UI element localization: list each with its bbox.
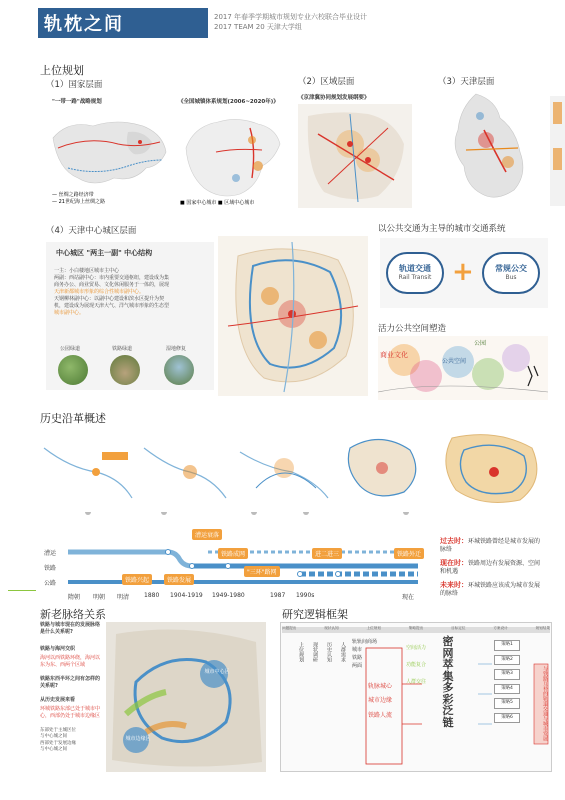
city-center-label: （4）天津中心城区层面 [46, 226, 137, 236]
center-item: 铁路人流 [368, 711, 393, 719]
svg-text:■ 国家中心城市 ■ 区域中心城市: ■ 国家中心城市 ■ 区域中心城市 [180, 200, 255, 206]
keyword: 彩 [442, 692, 454, 706]
belt-road-map [48, 108, 170, 208]
photo-label: 铁路绿道 [112, 346, 133, 352]
strategy-cell: 策略3 [494, 669, 520, 680]
year-label: 1949-1980 [212, 592, 245, 599]
vitality-title: 活力公共空间塑造 [378, 324, 447, 334]
history-maps [40, 428, 550, 508]
year-label: 现在 [402, 594, 415, 601]
note-text: 环城铁路应该成为城市发展的脉络 [440, 582, 541, 598]
tianjin-map [436, 90, 540, 206]
map-label-edge: 城市边缘区 [125, 736, 151, 742]
extra-notes [40, 728, 104, 753]
section-title-history: 历史沿革概述 [40, 412, 106, 425]
logic-col-heads [282, 626, 550, 631]
section-title-upper-planning: 上位规划 [40, 64, 84, 77]
right-mid-item: 空间活力 [406, 645, 427, 651]
vitality-label: 公园 [474, 340, 487, 347]
keyword-column [440, 636, 456, 728]
subtitle-line-1: 2017 年春季学期城市规划专业六校联合毕业设计 [214, 13, 368, 21]
center-item: 城市边缘 [368, 697, 393, 705]
year-label: 明朝 [93, 594, 106, 601]
note-past [440, 537, 544, 555]
question-1: 铁路与城市现在的发展脉络是什么关系呢? [40, 622, 101, 635]
right-mid-item: 人群交往 [406, 679, 427, 685]
answer-1-head: 铁路与海河交织 [40, 646, 76, 652]
desc-line: 一主：小白楼地区城市主中心 [54, 268, 120, 274]
svg-text:— 21世纪海上丝绸之路: — 21世纪海上丝绸之路 [52, 199, 105, 205]
svg-text:— 丝绸之路经济带: — 丝绸之路经济带 [52, 192, 94, 198]
page-header [0, 0, 565, 42]
mid-item: 城市 [352, 647, 363, 653]
timeline-tag: 进二进三 [312, 548, 342, 559]
note-text: 铁路周边有发展资源、空间和机遇 [440, 560, 541, 576]
question-2: 铁路东西半环之间有怎样的关系呢? [40, 676, 101, 689]
old-new-map [106, 622, 266, 772]
strategy-cell: 策略5 [494, 698, 520, 709]
row-label-rail: 铁路 [44, 565, 57, 572]
regional-map [298, 104, 412, 208]
timeline-tag: 铁路发展 [164, 574, 194, 585]
bus-badge [482, 252, 540, 294]
bus-cn: 常规公交 [495, 264, 527, 273]
mid-item: 轨轨间商场 [352, 639, 378, 645]
rail-transit-badge [386, 252, 444, 294]
wetland-photo [164, 355, 194, 385]
year-label: 1904-1919 [170, 592, 203, 599]
extra-line: 与中心城之间 [40, 734, 67, 740]
regional-label: （2）区域层面 [298, 77, 355, 87]
far-right-goal: 与铁路互补的轨道交通与城市发展 [542, 666, 548, 741]
keyword: 链 [442, 715, 454, 729]
bus-en: Bus [505, 274, 517, 281]
mid-items [352, 638, 377, 670]
rail-en: Rail Transit [398, 274, 432, 281]
col-head: 上位规划 [366, 626, 381, 630]
col-head: 规划结果 [535, 626, 550, 630]
extra-line: 与中心城之间 [40, 746, 67, 752]
cutoff-panel [550, 96, 565, 206]
timeline-tag: 铁路兴起 [122, 574, 152, 585]
structure-description [54, 268, 210, 317]
desc-line: 两副：西站副中心：市内重要交通枢纽，建设成为集 [54, 275, 170, 281]
right-mid-item: 功能复合 [406, 662, 427, 668]
national-label: （1）国家层面 [46, 80, 103, 90]
note-head: 未来时： [440, 581, 468, 589]
keyword: 泛 [442, 704, 454, 718]
subtitle-line-2: 2017 TEAM 20 天津大学组 [214, 23, 302, 31]
desc-line: 商务办公、商业贸易、文化休闲服务于一体的，展现 [54, 282, 170, 288]
right-mid-items [406, 640, 426, 691]
answer-2-head: 从历史发展来看 [40, 697, 76, 703]
note-head: 过去时： [440, 537, 468, 545]
year-label: 明清 [117, 594, 130, 601]
center-items [368, 680, 392, 723]
left-item: 现状调研 [312, 642, 318, 662]
strategy-cell: 策略2 [494, 655, 520, 666]
map1-caption: "一带一路"战略规划 [52, 99, 102, 105]
note-future [440, 581, 544, 599]
col-head: 目标定位 [451, 626, 466, 630]
plus-sign: + [452, 257, 474, 287]
col-head: 策略提出 [408, 626, 424, 630]
note-head: 现在时： [440, 559, 468, 567]
note-present [440, 559, 544, 577]
extra-line: 东部处于主城区位 [40, 728, 76, 733]
urban-system-map [176, 108, 286, 210]
year-label: 1987 [270, 592, 286, 599]
desc-line: 天津新都城市形象的综合性城市副中心。 [54, 289, 145, 295]
keyword: 密 [442, 635, 454, 648]
keyword: 萃 [442, 658, 454, 672]
col-head: 方案设计 [493, 626, 508, 630]
page-title: 轨枕之间 [44, 14, 124, 35]
rail-greenway-photo [110, 355, 140, 385]
strategy-cell: 策略4 [494, 684, 520, 695]
divider [8, 590, 36, 591]
strategy-cell: 策略6 [494, 713, 520, 724]
row-label-road: 公路 [44, 580, 57, 587]
timeline-tag: "三环"路网 [244, 566, 280, 577]
col-head: 现状认知 [324, 626, 339, 630]
transit-title: 以公共交通为主导的城市交通系统 [378, 224, 506, 234]
strategy-cells [494, 640, 520, 727]
note-text: 环城铁路曾经是城市发展的脉络 [440, 538, 541, 554]
left-item: 人群需求 [340, 642, 346, 662]
year-label: 隋朝 [68, 594, 81, 601]
timeline-tag: 铁路外迁 [394, 548, 424, 559]
park-greenway-photo [58, 355, 88, 385]
answer-1-text: 海河以西铁路环绕，海河以东为东、西两个区域 [40, 655, 101, 668]
section-title-old-new: 新老脉络关系 [40, 608, 106, 621]
year-label: 1990s [296, 592, 315, 599]
photo-row [54, 346, 214, 386]
left-item: 历史认知 [326, 642, 332, 662]
vitality-label: 公共空间 [442, 358, 467, 365]
mid-item: 两面 [352, 663, 363, 669]
col-head: 问题提出 [282, 626, 297, 630]
rail-cn: 轨道交通 [399, 264, 431, 273]
photo-label: 公园绿道 [60, 346, 81, 352]
keyword: 集 [442, 669, 454, 683]
keyword: 网 [442, 646, 454, 660]
answer-2-text: 环城铁路东部已处于城市中心，西部仍处于城市边缘区 [40, 706, 101, 719]
year-label: 1880 [144, 592, 160, 599]
desc-line: 天钢柳林副中心：以副中心建设和滨水区提升为契 [54, 296, 165, 302]
map2-caption: 《全国城镇体系规划(2006~2020年)》 [178, 99, 279, 105]
photo-label: 湿地修复 [166, 346, 187, 352]
mid-item: 铁路 [352, 655, 363, 661]
timeline-tag: 漕运衰落 [192, 529, 222, 540]
extra-line: 西部处于发展边缘 [40, 740, 76, 746]
left-item: 上位规划 [298, 642, 304, 662]
section-title-logic: 研究逻辑框架 [282, 608, 348, 621]
desc-line: 机，建设成为展现天津大气、洋气城市形象的生态型 [54, 303, 170, 309]
regional-map-caption: 《京津冀协同规划发展纲要》 [298, 95, 370, 101]
center-item: 轨脉城心 [368, 683, 393, 690]
row-label-canal: 漕运 [44, 550, 57, 557]
desc-line: 城市副中心。 [54, 310, 85, 316]
city-structure-map [218, 236, 368, 396]
vitality-collage [378, 336, 548, 400]
vitality-label: 商业文化 [380, 351, 408, 359]
keyword: 多 [442, 681, 454, 695]
structure-title: 中心城区 "两主一副" 中心结构 [56, 249, 153, 257]
strategy-cell: 策略1 [494, 640, 520, 651]
tianjin-label: （3）天津层面 [438, 77, 495, 87]
map-label-center: 城市中心区 [204, 669, 230, 675]
timeline-tag: 铁路成网 [218, 548, 248, 559]
